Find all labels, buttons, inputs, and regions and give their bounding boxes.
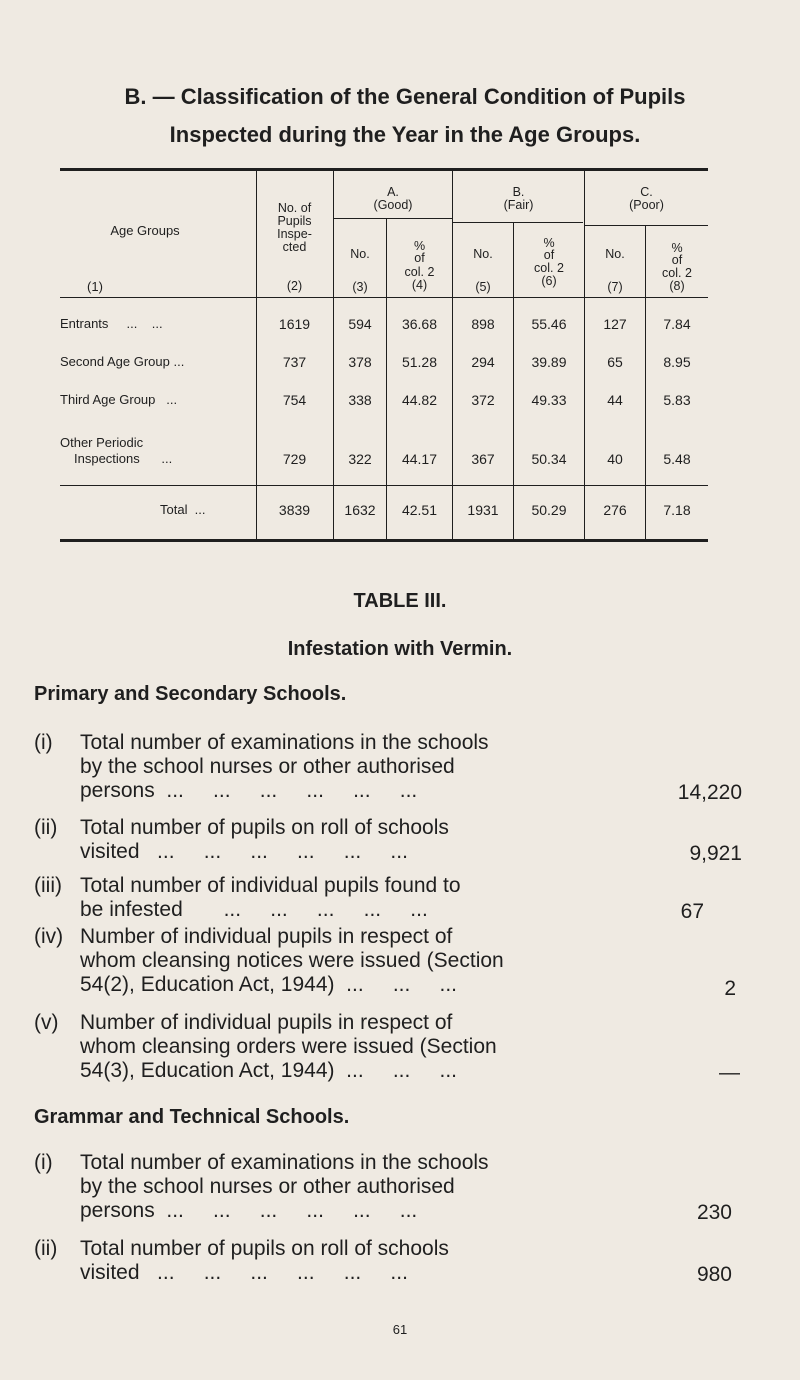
item-line: persons ... ... ... ... ... ... (80, 1199, 418, 1222)
item-line: Number of individual pupils in respect of (80, 925, 453, 948)
item-line: Total number of pupils on roll of schools (80, 816, 449, 839)
header-b-no: No. (473, 247, 493, 261)
header-pupils-l4: cted (282, 240, 307, 254)
row-label-line-1: Other Periodic (60, 435, 144, 450)
header-col-1: (1) (87, 279, 103, 294)
grammar-item-2 (34, 1237, 744, 1285)
cell-b-no: 372 (471, 392, 495, 408)
item-line: Total number of examinations in the schools (80, 1151, 489, 1174)
header-c-pct-l1: % (671, 241, 683, 255)
table-top-rule (60, 168, 708, 171)
header-a-pct-l3: col. 2 (404, 265, 435, 279)
header-col-5: (5) (475, 280, 491, 294)
total-inspected: 3839 (278, 502, 311, 518)
cell-a-no: 378 (348, 354, 372, 370)
title-line-2: Inspected during the Year in the Age Groups. (169, 122, 641, 147)
item-number: (ii) (34, 1237, 58, 1260)
header-group-b-l1: B. (512, 185, 525, 199)
header-group-c-l2: (Poor) (629, 198, 664, 212)
primary-heading: Primary and Secondary Schools. (34, 683, 347, 705)
cell-b-pct: 55.46 (531, 316, 567, 332)
primary-item-4 (34, 925, 744, 1000)
total-a-pct: 42.51 (401, 502, 438, 518)
item-text (80, 1151, 648, 1223)
header-col-3: (3) (352, 280, 368, 294)
header-group-b-l2: (Fair) (503, 198, 534, 212)
cell-inspected: 1619 (278, 316, 311, 332)
item-line: Total number of pupils on roll of schools (80, 1237, 449, 1260)
item-line: by the school nurses or other authorised (80, 1175, 455, 1198)
table3-title: TABLE III. (353, 590, 447, 612)
item-value: 230 (696, 1201, 732, 1224)
page-number: 61 (392, 1322, 408, 1337)
row-label: Second Age Group ... (60, 354, 185, 369)
header-col-4: (4) (411, 278, 428, 292)
item-number: (i) (34, 731, 53, 754)
header-b-pct-l1: % (543, 236, 555, 250)
cell-b-no: 294 (471, 354, 495, 370)
classification-table (60, 168, 708, 542)
item-value: 980 (696, 1263, 732, 1286)
header-col-6: (6) (541, 274, 557, 288)
cell-c-pct: 8.95 (663, 354, 691, 370)
cell-c-no: 127 (603, 316, 627, 332)
item-value: 9,921 (689, 842, 742, 865)
header-pupils-l1: No. of (277, 201, 312, 215)
page-title (60, 78, 750, 154)
item-number: (iii) (34, 874, 62, 897)
item-line: whom cleansing orders were issued (Section (80, 1035, 497, 1058)
row-label: Third Age Group ... (60, 392, 178, 407)
table-bottom-rule (60, 539, 708, 542)
cell-b-pct: 49.33 (531, 392, 567, 408)
cell-b-pct: 39.89 (531, 354, 567, 370)
item-value: 14,220 (677, 781, 742, 804)
item-number: (ii) (34, 816, 58, 839)
header-age-groups: Age Groups (110, 223, 180, 238)
item-line: Number of individual pupils in respect of (80, 1011, 453, 1034)
total-a-no: 1632 (344, 502, 376, 518)
row-label: Entrants ... ... (60, 316, 163, 331)
item-line: Total number of individual pupils found to (80, 874, 461, 897)
cell-c-no: 40 (607, 451, 623, 467)
header-c-pct-l2: of (671, 253, 683, 267)
item-number: (i) (34, 1151, 53, 1174)
header-pupils-l2: Pupils (277, 214, 312, 228)
item-line: persons ... ... ... ... ... ... (80, 779, 418, 802)
cell-a-pct: 44.82 (401, 392, 438, 408)
cell-c-pct: 5.48 (663, 451, 691, 467)
cell-c-pct: 7.84 (663, 316, 691, 332)
subheader-rule-a (334, 218, 452, 219)
item-text (80, 874, 648, 922)
header-pupils-l3: Inspe- (277, 227, 312, 241)
item-line: 54(2), Education Act, 1944) ... ... ... (80, 973, 458, 996)
cell-b-no: 367 (471, 451, 495, 467)
item-line: visited ... ... ... ... ... ... (80, 840, 408, 863)
header-a-pct-l1: % (413, 239, 426, 253)
title-line-1: B. — Classification of the General Condition of Pupils (124, 84, 686, 109)
table3-subtitle: Infestation with Vermin. (287, 638, 513, 660)
cell-a-no: 594 (348, 316, 372, 332)
cell-a-pct: 36.68 (401, 316, 438, 332)
header-col-2: (2) (286, 279, 303, 293)
item-text (80, 731, 648, 803)
item-line: 54(3), Education Act, 1944) ... ... ... (80, 1059, 458, 1082)
header-c-pct-l3: col. 2 (662, 266, 692, 280)
item-number: (v) (34, 1011, 59, 1034)
cell-inspected: 729 (282, 451, 307, 467)
primary-item-2 (34, 816, 744, 864)
header-col-7: (7) (607, 280, 623, 294)
header-c-no: No. (605, 247, 625, 261)
cell-a-no: 322 (348, 451, 372, 467)
grammar-item-1 (34, 1151, 744, 1223)
header-b-pct-l2: of (543, 248, 555, 262)
total-b-pct: 50.29 (531, 502, 567, 518)
item-text (80, 1011, 648, 1083)
item-value: 2 (724, 977, 736, 1000)
cell-c-no: 44 (607, 392, 623, 408)
cell-c-no: 65 (607, 354, 623, 370)
cell-a-pct: 44.17 (401, 451, 438, 467)
header-b-pct-l3: col. 2 (534, 261, 564, 275)
header-a-no: No. (350, 247, 370, 261)
primary-item-3 (34, 874, 744, 922)
header-a-pct-l2: of (414, 251, 425, 265)
item-line: visited ... ... ... ... ... ... (80, 1261, 408, 1284)
item-line: whom cleansing notices were issued (Section (80, 949, 504, 972)
total-c-no: 276 (603, 502, 627, 518)
cell-b-no: 898 (471, 316, 495, 332)
cell-inspected: 737 (282, 354, 307, 370)
total-c-pct: 7.18 (663, 502, 691, 518)
grammar-heading: Grammar and Technical Schools. (34, 1106, 350, 1128)
subheader-rule-c (585, 225, 708, 226)
primary-item-1 (34, 731, 744, 803)
item-text (80, 1237, 648, 1285)
item-text (80, 816, 648, 864)
cell-inspected: 754 (282, 392, 307, 408)
header-group-c-l1: C. (640, 185, 653, 199)
total-label: Total ... (160, 502, 206, 517)
item-number: (iv) (34, 925, 64, 948)
row-label-line-2: Inspections ... (74, 451, 173, 466)
header-group-a-l1: A. (387, 185, 399, 199)
cell-a-no: 338 (348, 392, 372, 408)
header-col-8: (8) (669, 279, 685, 293)
item-line: by the school nurses or other authorised (80, 755, 455, 778)
item-value: — (719, 1061, 740, 1084)
item-value: 67 (680, 900, 704, 923)
subheader-rule-b (453, 222, 583, 223)
cell-c-pct: 5.83 (663, 392, 691, 408)
total-b-no: 1931 (467, 502, 499, 518)
cell-b-pct: 50.34 (531, 451, 567, 467)
total-top-rule (60, 485, 708, 486)
primary-item-5 (34, 1011, 744, 1083)
item-line: Total number of examinations in the schools (80, 731, 489, 754)
item-line: be infested ... ... ... ... ... (80, 898, 428, 921)
cell-a-pct: 51.28 (401, 354, 438, 370)
item-text (80, 925, 648, 997)
header-bottom-rule (60, 297, 708, 298)
header-group-a-l2: (Good) (373, 198, 413, 212)
